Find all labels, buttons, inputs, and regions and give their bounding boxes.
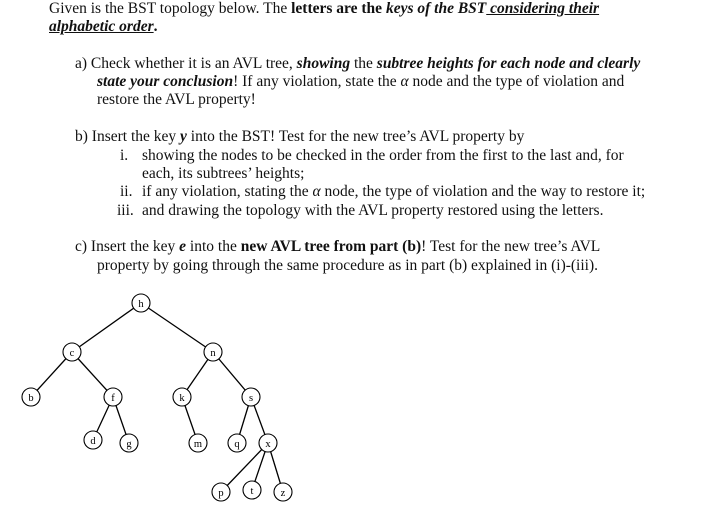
node-f: [104, 388, 122, 406]
edge-h-n: [141, 303, 213, 352]
node-q-label: q: [234, 439, 240, 450]
alpha-symbol: α: [400, 73, 409, 90]
item-number: ii.: [120, 183, 133, 200]
part-a-text: ! If any violation, state the: [233, 73, 401, 90]
part-c-new-avl-tree: new AVL tree from part (b): [240, 238, 422, 255]
alpha-symbol: α: [312, 183, 321, 200]
part-c-text: into the: [186, 238, 241, 255]
node-z-label: z: [280, 488, 286, 499]
node-k-label: k: [179, 393, 185, 404]
item-text: if any violation, stating the: [142, 183, 313, 200]
node-s-label: s: [248, 393, 254, 404]
node-p-label: p: [218, 488, 224, 499]
item-number: iii.: [117, 202, 134, 219]
node-g: [120, 434, 138, 452]
intro-underlined: considering their: [486, 0, 600, 17]
node-b: [22, 388, 40, 406]
item-text: node, the type of violation and the way to restore it;: [320, 183, 646, 200]
node-h-label: h: [138, 299, 144, 310]
edge-h-c: [72, 303, 141, 352]
node-d-label: d: [90, 436, 96, 447]
node-c-label: c: [69, 348, 75, 359]
intro-text: Given is the BST topology below. The: [49, 0, 292, 17]
node-x: [259, 434, 277, 452]
key-e: e: [179, 238, 187, 255]
part-b-item-i-cont: each, its subtrees’ heights;: [142, 165, 305, 182]
node-t-label: t: [250, 486, 254, 497]
part-a-conclusion: state your conclusion: [97, 73, 234, 90]
node-c: [63, 343, 81, 361]
intro-bold: letters are the: [291, 0, 386, 17]
part-c-text: c) Insert the key: [75, 238, 180, 255]
node-p: [212, 483, 230, 501]
item-text: and drawing the topology with the AVL property restored using the letters.: [142, 202, 604, 219]
intro-alphabetic-order: alphabetic order: [49, 18, 154, 35]
node-d: [84, 431, 102, 449]
part-a-line-3: restore the AVL property!: [97, 91, 256, 108]
item-number: i.: [120, 147, 129, 164]
node-z: [274, 483, 292, 501]
node-t: [243, 481, 261, 499]
node-n-label: n: [210, 348, 216, 359]
node-q: [228, 434, 246, 452]
part-c-line-2: property by going through the same procedure as in part (b) explained in (i)-(iii).: [97, 257, 599, 274]
node-h: [132, 294, 150, 312]
part-a-subtree-heights: subtree heights for each node and clearly: [376, 55, 641, 72]
intro-bold-italic: keys of the BST: [385, 0, 487, 17]
item-text: showing the nodes to be checked in the order from the first to the last and, for: [142, 147, 624, 164]
node-f-label: f: [111, 393, 115, 404]
part-b-text: b) Insert the key: [75, 128, 181, 145]
intro-period: .: [153, 18, 158, 35]
part-a-text: a) Check whether it is an AVL tree,: [75, 55, 297, 72]
node-k: [173, 388, 191, 406]
node-b-label: b: [28, 393, 34, 404]
node-m-label: m: [193, 439, 203, 450]
tree-nodes: [22, 294, 292, 501]
part-a-text: node and the type of violation and: [408, 73, 625, 90]
key-y: y: [180, 128, 187, 145]
node-g-label: g: [126, 439, 132, 450]
part-a-showing: showing: [296, 55, 351, 72]
part-a-text: the: [350, 55, 377, 72]
node-m: [189, 434, 207, 452]
node-x-label: x: [265, 439, 271, 450]
part-c-text: ! Test for the new tree’s AVL: [421, 238, 601, 255]
node-n: [204, 343, 222, 361]
node-s: [242, 388, 260, 406]
part-b-text: into the BST! Test for the new tree’s AVL property by: [186, 128, 525, 145]
